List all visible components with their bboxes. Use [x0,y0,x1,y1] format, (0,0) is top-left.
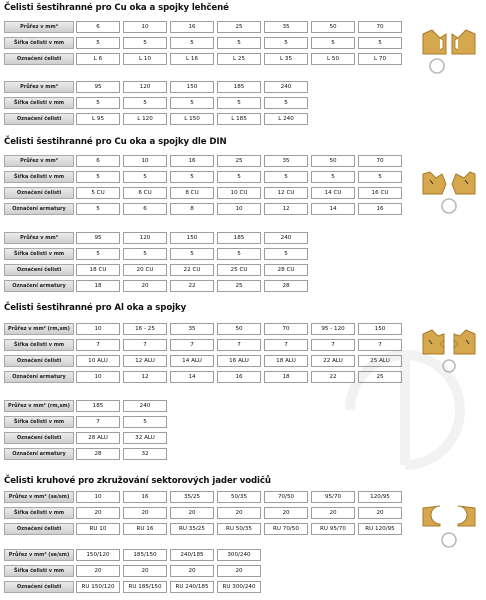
row-header-label: Označení armatury [4,371,74,383]
row-header-label: Označení čelisti [4,187,74,199]
table-cell: 7 [311,339,355,351]
row-cells [76,37,405,49]
table-cell: 6 [76,21,120,33]
table-row [4,507,405,519]
table-row [4,581,264,593]
row-cells [76,81,311,93]
table-cell: 10 [123,21,167,33]
row-header-label: Průřez v mm² (se/sm) [4,549,74,561]
table-row [4,53,405,65]
row-header-label: Průřez v mm² (se/sm) [4,491,74,503]
table-cell: 95 [76,81,120,93]
table-cell: 8 [170,203,214,215]
table-cell: 20 [76,507,120,519]
table-cell: 28 [76,448,120,460]
row-cells [76,400,170,412]
table-cell: 18 CU [76,264,120,276]
table-cell: 5 [76,248,120,260]
table-cell: 20 [358,507,402,519]
table-cell: 70 [358,21,402,33]
table-cell: 14 ALU [170,355,214,367]
table-cell: 20 [311,507,355,519]
table-cell: 70 [264,323,308,335]
table-cell: 28 ALU [76,432,120,444]
table-row [4,203,405,215]
row-header-label: Označení čelisti [4,264,74,276]
table-cell: 25 ALU [358,355,402,367]
table-cell: L 150 [170,113,214,125]
table-cell: 10 [217,203,261,215]
table-cell: 5 [264,97,308,109]
row-cells [76,53,405,65]
table-cell: 5 [170,97,214,109]
row-header-label: Šířka čelisti v mm [4,507,74,519]
table-cell: L 10 [123,53,167,65]
hex-crimping-die-icon [420,162,478,224]
table-cell: 7 [76,339,120,351]
table-cell: 185 [76,400,120,412]
table-cell: RU 300/240 [217,581,261,593]
row-cells [76,155,405,167]
row-cells [76,280,311,292]
table-cell: RU 240/185 [170,581,214,593]
row-header-label: Označení čelisti [4,355,74,367]
table-row [4,448,170,460]
table-cell: L 25 [217,53,261,65]
row-header-label: Šířka čelisti v mm [4,339,74,351]
table-cell: 14 [311,203,355,215]
hex-crimping-die-icon [420,20,478,82]
row-header-label: Šířka čelisti v mm [4,37,74,49]
table-cell: 12 [264,203,308,215]
row-header-label: Šířka čelisti v mm [4,97,74,109]
section-title-light-cu: Čelisti šestihranné pro Cu oka a spojky lehčené [4,3,229,13]
table-cell: 20 [170,565,214,577]
table-cell: 5 [358,171,402,183]
table-cell: 35/25 [170,491,214,503]
table-cell: 16 [170,21,214,33]
row-cells [76,232,311,244]
row-header-label: Průřez v mm² (rm,sm) [4,323,74,335]
table-cell: 7 [358,339,402,351]
table-cell: 5 [170,37,214,49]
table-cell: 20 [170,507,214,519]
table-cell: L 50 [311,53,355,65]
table-row [4,248,311,260]
table-cell: 5 [123,248,167,260]
table-row [4,280,311,292]
table-cell: 20 [76,565,120,577]
table-row [4,565,264,577]
table-cell: 7 [217,339,261,351]
table-cell: 12 [123,371,167,383]
row-cells [76,549,264,561]
table-cell: L 185 [217,113,261,125]
section-title-al: Čelisti šestihranné pro Al oka a spojky [4,303,187,313]
table-cell: 14 CU [311,187,355,199]
table-cell: 5 [170,171,214,183]
table-cell: 25 [217,21,261,33]
row-cells [76,264,311,276]
row-header-label: Označení armatury [4,280,74,292]
row-header-label: Označení čelisti [4,432,74,444]
table-cell: 16 ALU [217,355,261,367]
table-cell: 300/240 [217,549,261,561]
table-cell: 20 [123,565,167,577]
table-cell: 10 [76,323,120,335]
table-row [4,97,311,109]
table-cell: 7 [264,339,308,351]
table-row [4,113,311,125]
table-cell: 5 [264,171,308,183]
table-al-large [4,400,170,460]
table-cell: L 16 [170,53,214,65]
row-cells [76,416,170,428]
table-cell: L 70 [358,53,402,65]
table-din-cu-large [4,232,311,292]
table-cell: 35 [264,21,308,33]
table-cell: 18 [264,371,308,383]
table-cell: RU 95/70 [311,523,355,535]
table-cell: 95/70 [311,491,355,503]
table-cell: 5 [123,416,167,428]
table-cell: 185 [217,81,261,93]
table-cell: 240/185 [170,549,214,561]
table-cell: 150 [170,81,214,93]
row-header-label: Průřez v mm² [4,232,74,244]
row-header-label: Průřez v mm² (rm,sm) [4,400,74,412]
table-cell: 95 [76,232,120,244]
row-cells [76,448,170,460]
table-cell: 5 [76,171,120,183]
table-cell: 20 [264,507,308,519]
table-cell: 50/35 [217,491,261,503]
table-cell: 16 [358,203,402,215]
table-cell: 150 [358,323,402,335]
row-header-label: Označení čelisti [4,113,74,125]
table-cell: 185 [217,232,261,244]
row-cells [76,581,264,593]
table-cell: 240 [264,232,308,244]
row-header-label: Označení čelisti [4,523,74,535]
table-cell: 10 [76,491,120,503]
table-din-cu-small [4,155,405,215]
table-cell: 10 ALU [76,355,120,367]
table-cell: 5 [76,97,120,109]
table-cell: RU 185/150 [123,581,167,593]
section-title-din-cu: Čelisti šestihranné pro Cu oka a spojky dle DIN [4,137,227,147]
row-cells [76,171,405,183]
table-cell: 6 [123,203,167,215]
table-cell: 12 ALU [123,355,167,367]
table-cell: 70 [358,155,402,167]
table-cell: 6 CU [123,187,167,199]
table-cell: 7 [123,339,167,351]
table-round-small [4,491,405,535]
table-cell: 150 [170,232,214,244]
table-cell: RU 35/25 [170,523,214,535]
table-cell: RU 10 [76,523,120,535]
row-cells [76,113,311,125]
row-cells [76,491,405,503]
table-cell: 16 [123,491,167,503]
table-row [4,549,264,561]
table-cell: 18 [76,280,120,292]
table-cell: 10 CU [217,187,261,199]
table-cell: 22 [311,371,355,383]
table-cell: 7 [170,339,214,351]
table-cell: 5 [217,37,261,49]
table-cell: L 35 [264,53,308,65]
row-cells [76,507,405,519]
row-header-label: Průřez v mm² [4,81,74,93]
table-cell: RU 50/35 [217,523,261,535]
table-cell: 20 [123,280,167,292]
table-cell: L 6 [76,53,120,65]
row-cells [76,248,311,260]
table-row [4,81,311,93]
table-cell: 5 [264,248,308,260]
table-cell: 22 CU [170,264,214,276]
table-cell: 22 ALU [311,355,355,367]
table-cell: 5 [358,37,402,49]
table-cell: 120/95 [358,491,402,503]
table-row [4,187,405,199]
table-cell: 70/50 [264,491,308,503]
table-cell: 16 - 25 [123,323,167,335]
row-cells [76,97,311,109]
row-cells [76,203,405,215]
table-cell: 7 [76,416,120,428]
table-cell: 5 CU [76,187,120,199]
table-cell: 35 [170,323,214,335]
table-cell: 20 CU [123,264,167,276]
table-cell: 150/120 [76,549,120,561]
table-cell: 22 [170,280,214,292]
table-cell: 25 [358,371,402,383]
table-cell: 5 [311,37,355,49]
table-cell: 240 [264,81,308,93]
table-cell: 240 [123,400,167,412]
table-cell: 32 [123,448,167,460]
table-row [4,171,405,183]
row-cells [76,21,405,33]
row-header-label: Šířka čelisti v mm [4,171,74,183]
table-cell: RU 70/50 [264,523,308,535]
row-cells [76,523,405,535]
row-cells [76,565,264,577]
table-row [4,400,170,412]
table-cell: 5 [123,171,167,183]
row-header-label: Šířka čelisti v mm [4,248,74,260]
table-cell: 50 [311,21,355,33]
section-title-round-sector: Čelisti kruhové pro zkružování sektorových jader vodičů [4,476,271,486]
table-cell: 25 [217,155,261,167]
table-cell: 28 CU [264,264,308,276]
table-row [4,416,170,428]
table-cell: 5 [217,248,261,260]
table-row [4,432,170,444]
table-cell: 10 [123,155,167,167]
table-cell: 95 - 120 [311,323,355,335]
table-cell: 20 [217,565,261,577]
table-cell: 25 [217,280,261,292]
table-cell: 32 ALU [123,432,167,444]
row-header-label: Označení čelisti [4,581,74,593]
table-cell: RU 120/95 [358,523,402,535]
table-cell: 5 [76,203,120,215]
row-header-label: Označení armatury [4,203,74,215]
table-cell: 10 [76,371,120,383]
row-cells [76,187,405,199]
table-cell: 16 [217,371,261,383]
table-row [4,523,405,535]
table-cell: RU 16 [123,523,167,535]
table-cell: 18 ALU [264,355,308,367]
table-row [4,232,311,244]
table-cell: 28 [264,280,308,292]
table-cell: 5 [217,171,261,183]
table-cell: 12 CU [264,187,308,199]
hex-crimping-die-icon [420,320,478,382]
table-cell: 14 [170,371,214,383]
table-cell: 50 [311,155,355,167]
table-round-large [4,549,264,593]
table-cell: 5 [217,97,261,109]
table-row [4,21,405,33]
table-light-cu-large [4,81,311,125]
table-row [4,37,405,49]
table-light-cu-small [4,21,405,65]
table-cell: 5 [170,248,214,260]
table-cell: 20 [217,507,261,519]
table-cell: 16 CU [358,187,402,199]
row-header-label: Průřez v mm² [4,21,74,33]
row-header-label: Šířka čelisti v mm [4,565,74,577]
table-row [4,491,405,503]
table-cell: 5 [264,37,308,49]
table-cell: RU 150/120 [76,581,120,593]
table-cell: 35 [264,155,308,167]
table-row [4,155,405,167]
table-cell: 20 [123,507,167,519]
table-cell: 5 [123,97,167,109]
table-cell: 5 [76,37,120,49]
table-cell: 16 [170,155,214,167]
table-cell: 120 [123,81,167,93]
table-cell: 6 [76,155,120,167]
row-header-label: Označení armatury [4,448,74,460]
table-row [4,264,311,276]
table-cell: L 120 [123,113,167,125]
table-cell: 8 CU [170,187,214,199]
table-cell: L 240 [264,113,308,125]
table-cell: 185/150 [123,549,167,561]
table-cell: 5 [123,37,167,49]
table-cell: 50 [217,323,261,335]
row-header-label: Šířka čelisti v mm [4,416,74,428]
table-cell: 25 CU [217,264,261,276]
table-cell: 5 [311,171,355,183]
row-cells [76,432,170,444]
table-cell: L 95 [76,113,120,125]
round-crimping-die-icon [420,496,478,558]
row-header-label: Průřez v mm² [4,155,74,167]
row-header-label: Označení čelisti [4,53,74,65]
table-cell: 120 [123,232,167,244]
